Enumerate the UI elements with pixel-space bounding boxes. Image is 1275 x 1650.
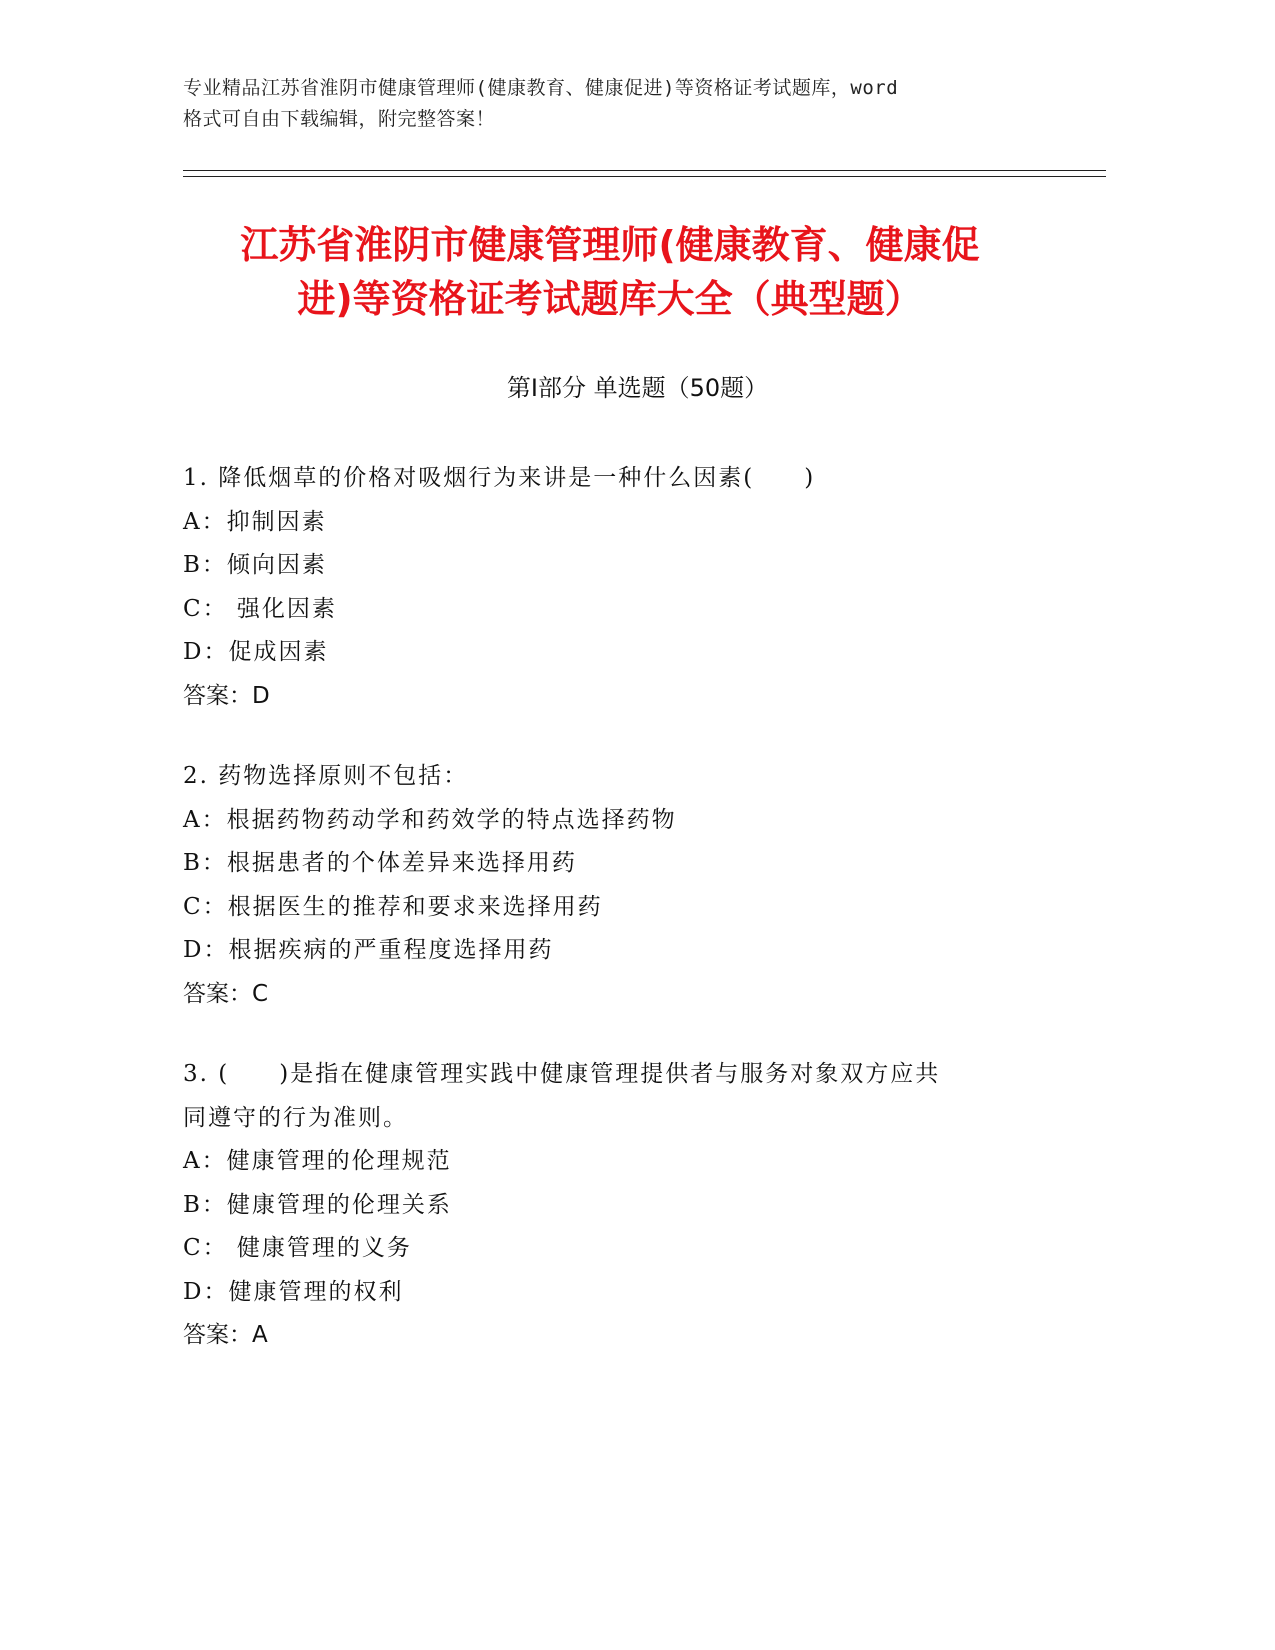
question-list: [183, 457, 1063, 1395]
option-a: A：根据药物药动学和药效学的特点选择药物: [183, 806, 677, 833]
question-1: [183, 457, 1063, 718]
option-d: D：健康管理的权利: [183, 1278, 404, 1305]
question-2: [183, 755, 1063, 1016]
question-stem: 2. 药物选择原则不包括：: [183, 763, 469, 789]
answer: 答案：D: [183, 682, 270, 709]
header-note: [183, 73, 1063, 135]
option-c: C：根据医生的推荐和要求来选择用药: [183, 893, 603, 920]
question-stem-line-1: 3. ( )是指在健康管理实践中健康管理提供者与服务对象双方应共: [183, 1061, 941, 1087]
option-a: A：健康管理的伦理规范: [183, 1148, 452, 1174]
answer: 答案：A: [183, 1322, 268, 1348]
question-3: [183, 1053, 1063, 1358]
option-b: B：根据患者的个体差异来选择用药: [183, 850, 577, 876]
option-c: C： 强化因素: [183, 595, 337, 622]
header-note-line-1: 专业精品江苏省淮阴市健康管理师(健康教育、健康促进)等资格证考试题库，word: [183, 77, 899, 99]
option-d: D：根据疾病的严重程度选择用药: [183, 937, 554, 963]
header-rule-top: [183, 170, 1106, 171]
option-b: B：倾向因素: [183, 552, 327, 578]
option-a: A：抑制因素: [183, 508, 327, 535]
document-title-line-2: 进)等资格证考试题库大全（典型题）: [297, 277, 923, 321]
header-note-line-2: 格式可自由下载编辑，附完整答案！: [183, 108, 496, 130]
document-title: [160, 218, 1060, 326]
option-c: C： 健康管理的义务: [183, 1235, 412, 1261]
header-rule-bottom: [183, 176, 1106, 177]
question-stem: 1. 降低烟草的价格对吸烟行为来讲是一种什么因素( ): [183, 465, 816, 491]
answer: 答案：C: [183, 980, 269, 1007]
option-d: D：促成因素: [183, 639, 329, 665]
question-stem-line-2: 同遵守的行为准则。: [183, 1104, 408, 1131]
section-title: 第Ⅰ部分 单选题（50题）: [506, 374, 769, 402]
document-title-line-1: 江苏省淮阴市健康管理师(健康教育、健康促: [240, 223, 980, 267]
option-b: B：健康管理的伦理关系: [183, 1191, 452, 1218]
